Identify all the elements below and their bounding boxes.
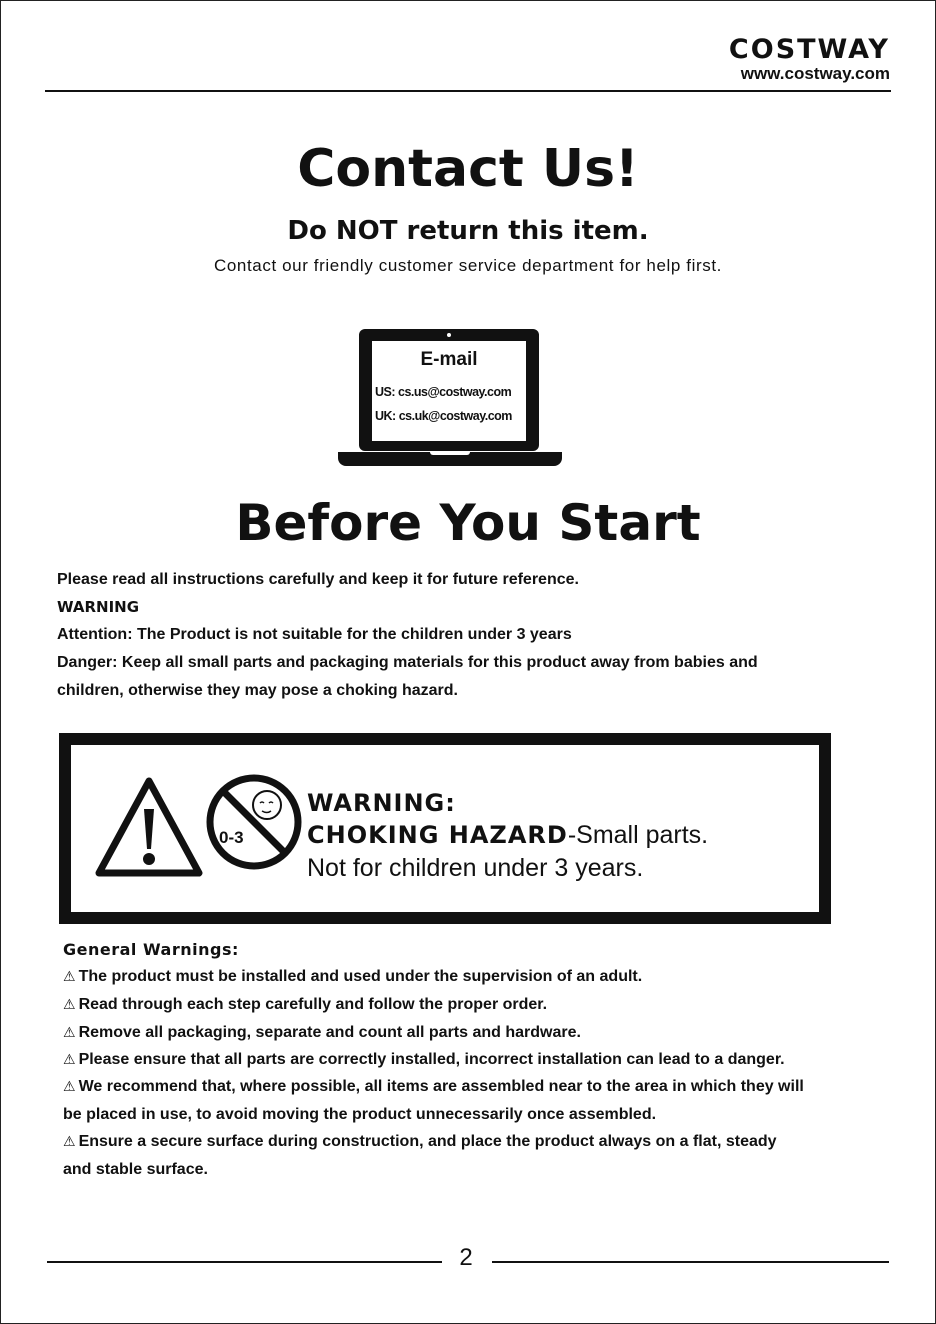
before-line-4: Danger: Keep all small parts and packaging materials for this product away from babies and [57, 654, 758, 671]
camera-dot [447, 333, 451, 337]
warning-triangle-icon: ⚠ [63, 996, 76, 1012]
email-us: US: cs.us@costway.com [375, 385, 512, 399]
contact-subtitle: Do NOT return this item. [287, 216, 649, 246]
choking-warning-inner [71, 745, 819, 912]
general-item-5-cont: be placed in use, to avoid moving the product unnecessarily once assembled. [63, 1106, 657, 1123]
general-item-5: ⚠ We recommend that, where possible, all items are assembled near to the area in which they will [63, 1078, 804, 1095]
email-title: E-mail [420, 349, 478, 370]
laptop-base [338, 452, 562, 466]
warning-triangle-icon [93, 775, 205, 879]
choking-warning-box [59, 733, 831, 924]
email-uk: UK: cs.uk@costway.com [375, 409, 512, 423]
hazard-label: CHOKING HAZARD [307, 821, 568, 849]
warning-triangle-icon: ⚠ [63, 1051, 76, 1067]
hazard-line [307, 821, 708, 850]
warning-triangle-icon: ⚠ [63, 1024, 76, 1040]
general-warnings-title: General Warnings: [63, 940, 239, 959]
general-item-6: ⚠ Ensure a secure surface during construction, and place the product always on a flat, steady [63, 1133, 777, 1150]
brand-header [729, 36, 890, 84]
before-line-2: WARNING [57, 598, 140, 616]
warning-triangle-icon: ⚠ [63, 968, 76, 984]
laptop-notch [430, 452, 470, 455]
contact-title: Contact Us! [297, 139, 639, 199]
brand-logo: COSTWAY [728, 34, 890, 65]
warning-triangle-icon: ⚠ [63, 1078, 76, 1094]
page-number: 2 [459, 1244, 473, 1271]
before-line-1: Please read all instructions carefully and keep it for future reference. [57, 571, 579, 588]
laptop-icon [338, 328, 562, 468]
email-card [372, 341, 526, 441]
header-rule [45, 90, 891, 92]
before-line-5: children, otherwise they may pose a choking hazard. [57, 682, 458, 699]
before-title: Before You Start [235, 494, 701, 552]
before-line-3: Attention: The Product is not suitable for the children under 3 years [57, 626, 572, 643]
warning-heading: WARNING: [307, 789, 456, 817]
hazard-suffix: -Small parts. [567, 821, 709, 849]
brand-url: www.costway.com [740, 64, 890, 83]
footer-rule-right [492, 1261, 889, 1263]
hazard-age-line: Not for children under 3 years. [307, 854, 644, 882]
contact-intro: Contact our friendly customer service department for help first. [214, 256, 722, 275]
warning-triangle-icon: ⚠ [63, 1133, 76, 1149]
no-children-icon [205, 773, 303, 871]
general-item-2: ⚠ Read through each step carefully and follow the proper order. [63, 996, 548, 1013]
general-item-6-cont: and stable surface. [63, 1161, 208, 1178]
general-item-1: ⚠ The product must be installed and used under the supervision of an adult. [63, 968, 643, 985]
general-item-3: ⚠ Remove all packaging, separate and count all parts and hardware. [63, 1024, 581, 1041]
age-label: 0-3 [219, 828, 244, 847]
footer-rule-left [47, 1261, 442, 1263]
laptop-screen [359, 329, 539, 451]
general-item-4: ⚠ Please ensure that all parts are correctly installed, incorrect installation can lead to a danger. [63, 1051, 785, 1068]
